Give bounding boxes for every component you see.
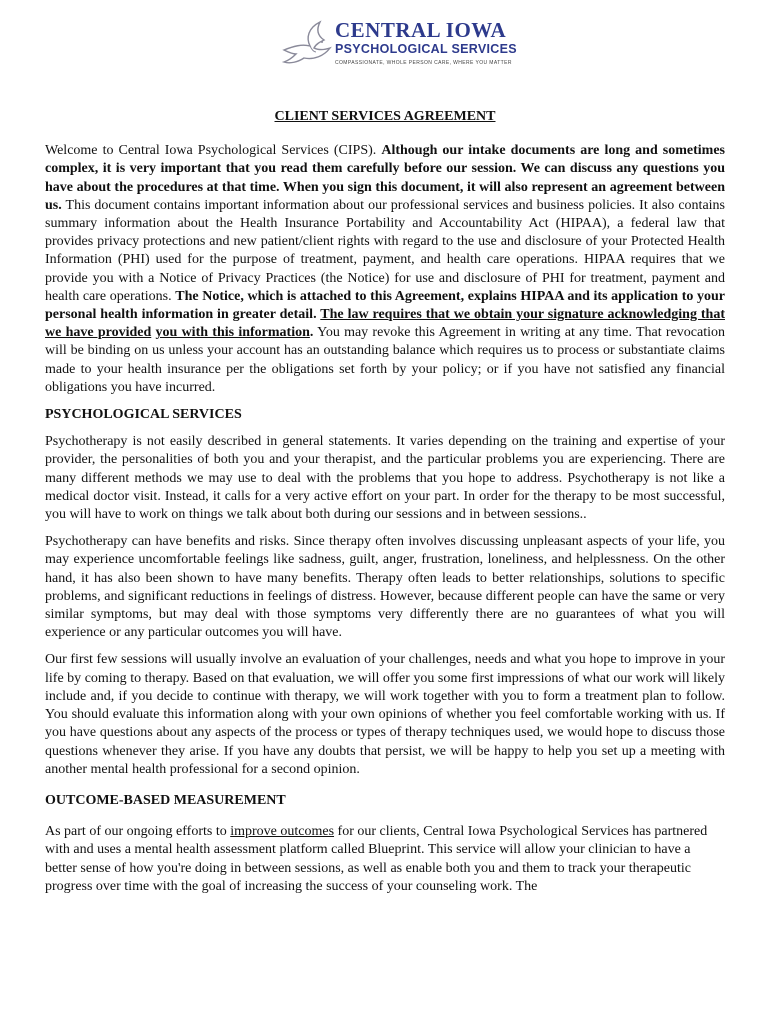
psych-paragraph-3: Our first few sessions will usually involve an evaluation of your challenges, needs and what you hope to improve in your life by coming to therapy. Based on that evaluation, we will offer you some first impressions of what our work will likely include and, if you decide to continue with therapy, we will work together with you to form a treatment plan to follow. You should evaluate this information along with your own opinions of whether you feel comfortable working with us. If you have questions about any aspects of the process or types of therapy techniques used, we would hope to discuss those questions whenever they arise. If you have any doubts that persist, we will be happy to help you set up a meeting with another mental health professional for a second opinion. [45, 652, 725, 777]
psych-paragraph-1: Psychotherapy is not easily described in general statements. It varies depending on the training and expertise of your provider, the personalities of both you and your therapist, and the particular problems you are experiencing. There are many different methods we may use to deal with the problems that you hope to address. Psychotherapy is not like a medical doctor visit. Instead, it calls for a very active effort on your part. In order for the therapy to be most successful, you will have to work on things we talk about both during our sessions and in between sessions.. [45, 434, 725, 523]
psych-paragraph-2: Psychotherapy can have benefits and risks. Since therapy often involves discussing unpleasant aspects of your life, you may experience uncomfortable feelings like sadness, guilt, anger, frustration, loneliness, and helplessness. On the other hand, it has also been shown to have many benefits. Therapy often leads to better relationships, solutions to specific problems, and significant reductions in feelings of distress. However, because different people can have the same or very similar symptoms, but may deal with those symptoms very differently there are no guarantees of what you will experience or any particular outcomes you will have. [45, 534, 725, 641]
agreement-document [45, 108, 725, 896]
outcome-text-1: As part of our ongoing efforts to [45, 824, 231, 840]
intro-bold-period: . [309, 325, 314, 341]
dove-icon [280, 20, 332, 66]
outcome-text-2: for our clients, Central Iowa Psychological Services has partnered with and uses a mental health assessment platform called Blueprint. This service will allow your clinician to have a better sense of how you're doing in between sessions, as well as enable both you and them to track your therapeutic progress over time with the goal of increasing the success of your counseling work. The [45, 824, 708, 894]
cips-logo [280, 18, 517, 68]
intro-underline-2: you with this information [155, 325, 310, 341]
psych-heading: PSYCHOLOGICAL SERVICES [45, 407, 242, 423]
intro-underline-1: The law requires that we obtain your signature acknowledging that we have provided [45, 307, 725, 341]
intro-text-1: Welcome to Central Iowa Psychological Services (CIPS). [45, 143, 382, 159]
outcome-heading: OUTCOME-BASED MEASUREMENT [45, 792, 286, 808]
intro-text-2: This document contains important information about our professional services and business policies. It also contains summary information about the Health Insurance Portability and Accountability Act (HIPAA), a federal law that provides privacy protections and new patient/client rights with regard to the use and disclosure of your Protected Health Information (PHI) used for the purpose of treatment, payment, and health care operations. HIPAA requires that we provide you with a Notice of Privacy Practices (the Notice) for use and disclosure of PHI for treatment, payment and health care operations. [45, 197, 725, 304]
logo-name: CENTRAL IOWA [335, 18, 507, 42]
document-title: CLIENT SERVICES AGREEMENT [274, 109, 496, 124]
outcome-underline: improve outcomes [230, 824, 335, 840]
intro-text-3: You may revoke this Agreement in writing at any time. That revocation will be binding on us unless your account has an outstanding balance which requires us to process or substantiate claims made to your health insurance per the obligations set forth by your policy; or if you have not satisfied any financial obligations you have incurred. [45, 325, 725, 395]
outcome-paragraph [45, 823, 725, 896]
intro-paragraph [45, 142, 725, 397]
logo-subtitle: PSYCHOLOGICAL SERVICES [335, 42, 517, 56]
logo-tagline: COMPASSIONATE, WHOLE PERSON CARE, WHERE YOU MATTER [335, 60, 512, 66]
intro-bold-2: The Notice, which is attached to this Agreement, explains HIPAA and its application to your personal health information in greater detail. [45, 288, 726, 323]
intro-bold-1: Although our intake documents are long and sometimes complex, it is very important that you read them carefully before our session. We can discuss any questions you have about the procedures at that time. When you sign this document, it will also represent an agreement between us. [45, 143, 725, 213]
